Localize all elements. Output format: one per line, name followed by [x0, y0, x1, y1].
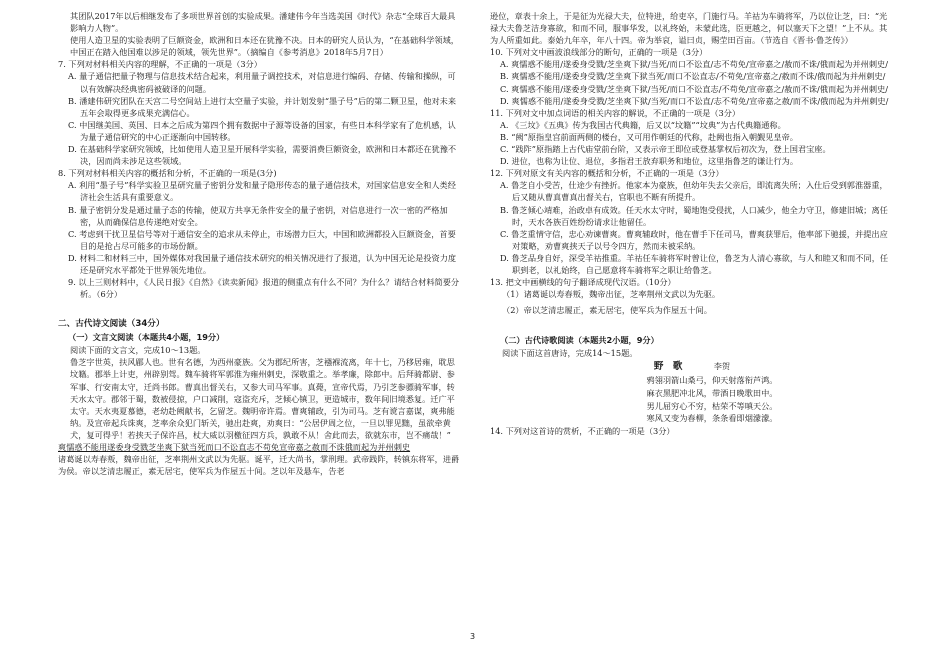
left-column: [58, 10, 462, 477]
q8-option-c: C. 考虑到干扰卫星信号等对于通信安全的追求从未停止，市场潜力巨大，中国和欧洲都投入巨额资金，首要目的是抢占尽可能多的市场份额。: [68, 228, 456, 251]
answer-space: [58, 300, 462, 318]
poem-line-1: 鸦翎羽箭山桑弓，仰天射落衔芦鸿。: [646, 375, 778, 386]
intro-paragraph-2: 使用人造卫星的实验表明了巨额资金，欧洲和日本还在犹豫不决。日本的研究人员认为，“在基础科学领域，中国正在踏入他国难以涉足的领域，领先世界”。（摘编自《参考消息》2018年5月7日）: [70, 35, 459, 58]
q14-stem: 14. 下列对这首诗的赏析，不正确的一项是（3分）: [490, 425, 675, 436]
poem-line-4: 寒风又变为春柳，条条看即烟濛濛。: [646, 413, 778, 424]
q13-stem: 13. 把文中画横线的句子翻译成现代汉语。（10分）: [490, 277, 676, 288]
q11-option-c: C. “践阼”原指踏上古代庙堂前台阶，又表示帝王即位或登基掌权后初次为，登上国君宝座。: [500, 144, 831, 155]
q7-option-b: B. 潘建伟研究团队在天宫二号空间站上进行太空量子实验，并计划发射“墨子号”后的第二颗卫星，他对未来五年会取得更多成果充满信心。: [68, 95, 457, 118]
q8-option-b: B. 量子密钥分发是通过量子态的传输，使双方共享无条件安全的量子密钥，对信息进行一次一密的严格加密，从而确保信息传递绝对安全。: [68, 204, 448, 227]
q10-option-c: C. 爽懦惑不能用/遂委身受戮/芝坐爽下狱/当死/而口不讼直志/不苟免/宣帝嘉之/赦而不诛/俄而起为并州刺史/: [500, 83, 889, 94]
q10-stem: 10. 下列对文中画波浪线部分的断句，正确的一项是（3分）: [490, 47, 708, 58]
q11-stem: 11. 下列对文中加点词语的相关内容的解说，不正确的一项是（3分）: [490, 107, 741, 118]
q12-stem: 12. 下列对原文有关内容的概括和分析，不正确的一项是（3分）: [490, 168, 724, 179]
poem-line-2: 麻衣黑肥冲北风，带酒日晚歌田中。: [646, 388, 778, 399]
classical-passage-wavy-line: 爽懦惑不能用遂委身受戮芝坐爽下狱当死而口不讼直志不苟免宣帝嘉之赦而不诛俄而起为并州刺史: [58, 442, 411, 452]
q10-option-d: D. 爽懦惑不能用/遂委身受戮/芝坐爽下狱/当死/而口不讼直/志不苟免/宣帝嘉之赦/而不诛/俄而起为并州刺史/: [500, 95, 889, 106]
poem-title-line: [490, 359, 894, 374]
poem-title: 野 歌: [653, 361, 683, 373]
q7-option-a: A. 量子通信把量子物理与信息技术结合起来，利用量子调控技术，对信息进行编码、存储、传输和操纵，可以有效解决经典密码被破译的问题。: [68, 71, 456, 94]
intro-paragraph-1: 其团队2017年以后相继发布了多项世界首创的实验成果。潘建伟今年当选美国《时代》杂志“全球百大最具影响力人物”。: [70, 11, 456, 34]
q7-option-c: C. 中国继美国、英国、日本之后成为第四个拥有数据中子源等设备的国家，有些日本科学家有了危机感，认为量子通信研究的中心正逐渐向中国转移。: [68, 119, 456, 142]
q11-option-d: D. 进位，也称为让位、退位，多指君王放弃职务和地位，这里指鲁芝的谦让行为。: [500, 156, 799, 167]
q12-option-b: B. 鲁芝倾心靖难，治政卓有成效。任天水太守时，蜀地饱受侵扰，人口减少，他全力守卫，修建旧城；离任时，天水各族百姓纷纷请求让他留任。: [500, 204, 888, 227]
q12-option-d: D. 鲁芝品身自好，深受羊祜推重。羊祜任车骑将军时曾让位，鲁芝为人清心寡欲，与人和睦又和而不同，任职到老，以礼始终，自己愿意将车骑将军之职让给鲁芝。: [500, 252, 889, 275]
q9-stem: 9. 以上三则材料中，《人民日报》《自然》《读卖新闻》报道的侧重点有什么不同？为什么？请结合材料简要分析。（6分）: [68, 277, 460, 300]
poem-author: 李贺: [713, 361, 731, 372]
poem-line-3: 男儿屈穷心不穷，枯荣不等嗔天公。: [646, 400, 778, 411]
q11-option-a: A. 《三坟》《五典》传为我国古代典籍，后又以“坟籍”“坟典”为古代典籍通称。: [500, 119, 786, 130]
q12-option-a: A. 鲁芝自小受苦，仕途少有挫折。他家本为豪族，但幼年失去父亲后，即流离失所；入仕后受到郭淮器重，后又随从曹真曹真出督关右，官职也不断有所提升。: [500, 180, 888, 203]
q11-option-b: B. “阙”原指皇宫前面两侧的楼台，又可用作朝廷的代称，赴阙也指入朝觐见皇帝。: [500, 131, 798, 142]
q7-stem: 7. 下列对材料相关内容的理解，不正确的一项是（3分）: [58, 59, 262, 70]
q8-option-a: A. 利用“墨子号”科学实验卫星研究量子密钥分发和量子隐形传态的量子通信技术，对国家信息安全和人类经济社会生活具有重要意义。: [68, 180, 456, 203]
q13-sentence-2: （2）帝以芝清忠履正，素无居宅，使军兵为作屋五十间。: [502, 305, 712, 316]
classical-passage-p2: 诸葛诞以寿春叛，魏帝出征，芝率荆州文武以为先驱。诞平，迁大尚书，掌刑理。武帝践阼，转镇东将军，进爵为侯。帝以芝清忠履正，素无居宅，使军兵为作屋五十间。芝以年及悬车，告老: [58, 454, 460, 477]
right-column: [490, 10, 894, 437]
answer-space-2: [490, 316, 894, 334]
q13-sentence-1: （1）诸葛诞以寿春叛，魏帝出征，芝率荆州文武以为先驱。: [502, 289, 721, 300]
subsection-poetry: （二）古代诗歌阅读（本题共2小题，9分）: [500, 335, 659, 346]
q12-option-c: C. 鲁芝重情守信，忠心劝谏曹爽。曹爽辅政时，他在曹手下任司马，曹爽获罪后，他率部下驰援，并提出应对策略，劝曹爽挟天子以号令四方，然而未被采纳。: [500, 228, 888, 251]
classical-passage-continued: 逊位，章表十余上，于是征为光禄大夫，位特进，给吏卒，门施行马。羊祜为车骑将军，乃以位让芝，曰：“光禄大夫鲁芝洁身寡欲，和而不同，服事华发，以礼终始，未蒙此选，臣更越之，何以塞天下之望！”上不从。其为人所重如此。泰始九年卒，年八十四。帝为举哀，谥曰贞，赐茔田百亩。（节选自《晋书·鲁芝传》）: [490, 11, 888, 46]
subsection-classical-prose: （一）文言文阅读（本题共4小题，19分）: [68, 332, 225, 343]
q8-option-d: D. 材料二和材料三中，国外媒体对我国量子通信技术研究的相关情况进行了报道，认为中国无论是投资力度还是研究水平都处于世界领先地位。: [68, 252, 457, 275]
q10-option-b: B. 爽懦惑不能用/遂委身受戮/芝坐爽下狱当死/而口不讼直志/不苟免/宣帝嘉之/赦而不诛/俄而起为并州刺史/: [500, 71, 886, 82]
reading-instruction-2: 阅读下面这首唐诗，完成14～15题。: [502, 348, 638, 359]
reading-instruction-1: 阅读下面的文言文，完成10～13题。: [70, 345, 206, 356]
classical-passage-p1: 鲁芝字世英，扶风郿人也。世有名德，为西州豪族。父为郡纪所害，芝襁褓流离，年十七，乃移居雍，耽思坟籍。郡举上计吏，州辟别驾。魏车骑将军郭淮为雍州刺史，深敬重之。举孝廉，除郎中。后拜骑都尉、参军事、行安南太守，迁尚书郎。曹真出督关右，又参大司马军事。真薨，宣帝代焉，乃引芝参骠骑军事，转天水太守。郡邻于蜀，数被侵掠，户口减削，寇盗充斥，芝倾心镇卫，更造城市，数年间旧境悉复。迁广平太守。天水夷夏慕德，老幼赴阙献书，乞留芝。魏明帝许焉。曹爽辅政，引为司马。芝有谠言嘉谋，爽弗能纳。及宣帝起兵诛爽，芝率余众犯门斩关，驰出赴爽，劝爽曰：“公居伊周之位，一旦以罪见黜，虽欲牵黄犬，复可得乎！若挟天子保许昌，杖大威以羽檄征四方兵，孰敢不从！舍此而去，欲就东市，岂不痛哉！”: [70, 357, 455, 440]
q7-option-d: D. 在基础科学家研究领域，比如使用人造卫星开展科学实验，需要消费巨额资金，欧洲和日本都还在犹豫不决，因而尚未涉足这些领域。: [68, 144, 457, 167]
page-number: 3: [470, 632, 476, 641]
q10-option-a: A. 爽懦惑不能用/遂委身受戮/芝坐爽下狱/当死/而口不讼直/志不苟免/宣帝嘉之/赦而不诛/俄而起为并州刺史/: [500, 59, 889, 70]
q8-stem: 8. 下列对材料相关内容的概括和分析，不正确的一项是(3分): [58, 168, 277, 179]
section-2-heading: 二、古代诗文阅读（34分）: [58, 319, 165, 330]
